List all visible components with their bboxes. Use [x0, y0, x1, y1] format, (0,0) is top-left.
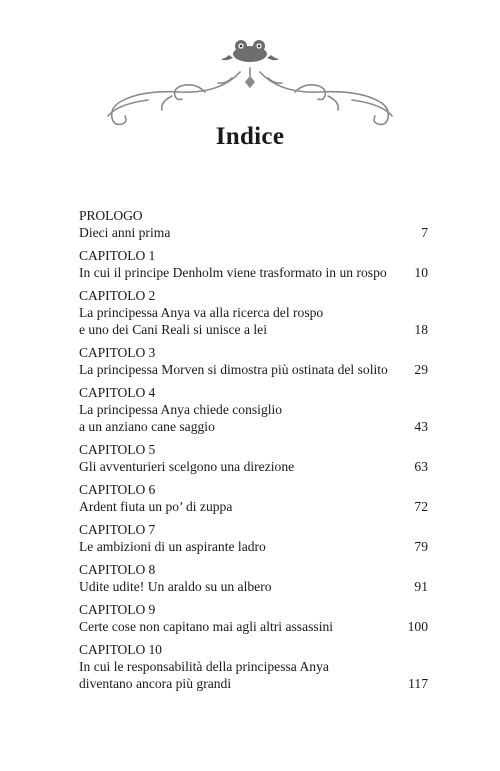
toc-chapter-label: CAPITOLO 10	[79, 642, 162, 657]
toc-page-number: 43	[414, 419, 428, 434]
toc-chapter-label: CAPITOLO 3	[79, 345, 156, 360]
toc-chapter-title: Dieci anni prima	[79, 225, 171, 240]
toc-chapter-label: CAPITOLO 8	[79, 562, 156, 577]
toc-entry	[79, 384, 428, 435]
toc-chapter-label: CAPITOLO 1	[79, 248, 156, 263]
toc-page-number: 117	[408, 676, 428, 691]
toc-chapter-title: Gli avventurieri scelgono una direzione	[79, 459, 295, 474]
toc-page-number: 29	[414, 362, 428, 377]
toc-chapter-label: PROLOGO	[79, 208, 143, 223]
toc-entry	[79, 481, 428, 515]
toc-chapter-title: Certe cose non capitano mai agli altri assassini	[79, 619, 334, 634]
toc-page-number: 91	[414, 579, 428, 594]
toc-chapter-title: a un anziano cane saggio	[79, 419, 215, 434]
toc-chapter-title: Le ambizioni di un aspirante ladro	[79, 539, 266, 554]
toc-entry	[79, 344, 428, 378]
toc-chapter-title: La principessa Anya va alla ricerca del rospo	[79, 305, 324, 320]
toc-chapter-label: CAPITOLO 5	[79, 442, 156, 457]
toc-chapter-title: La principessa Morven si dimostra più ostinata del solito	[79, 362, 388, 377]
toc-page-number: 79	[414, 539, 428, 554]
toc-chapter-title: diventano ancora più grandi	[79, 676, 232, 691]
toc-chapter-label: CAPITOLO 7	[79, 522, 156, 537]
frog-icon	[221, 40, 279, 62]
toc-chapter-title: In cui le responsabilità della principessa Anya	[79, 659, 329, 674]
toc-page-number: 100	[407, 619, 428, 634]
toc-entry	[79, 561, 428, 595]
toc-chapter-title: Udite udite! Un araldo su un albero	[79, 579, 272, 594]
toc-chapter-label: CAPITOLO 4	[79, 385, 156, 400]
flourish-icon	[108, 68, 392, 124]
toc-entry	[79, 441, 428, 475]
toc-entry	[79, 521, 428, 555]
toc-chapter-title: e uno dei Cani Reali si unisce a lei	[79, 322, 267, 337]
toc-chapter-title: In cui il principe Denholm viene trasformato in un rospo	[79, 265, 387, 280]
toc-entry	[79, 601, 428, 635]
toc-page-number: 10	[414, 265, 428, 280]
page-title: Indice	[215, 123, 285, 150]
toc-chapter-label: CAPITOLO 9	[79, 602, 156, 617]
toc-entry	[79, 641, 428, 692]
toc-entry	[79, 207, 428, 241]
toc-chapter-label: CAPITOLO 2	[79, 288, 156, 303]
toc-page-number: 7	[421, 225, 428, 240]
header-ornament	[0, 30, 500, 130]
toc-entry	[79, 287, 428, 338]
toc-chapter-title: La principessa Anya chiede consiglio	[79, 402, 283, 417]
toc-entry	[79, 247, 428, 281]
toc-page-number: 72	[414, 499, 428, 514]
table-of-contents	[79, 207, 428, 698]
toc-chapter-title: Ardent fiuta un po’ di zuppa	[79, 499, 233, 514]
toc-page-number: 18	[414, 322, 428, 337]
toc-page-number: 63	[414, 459, 428, 474]
toc-chapter-label: CAPITOLO 6	[79, 482, 156, 497]
